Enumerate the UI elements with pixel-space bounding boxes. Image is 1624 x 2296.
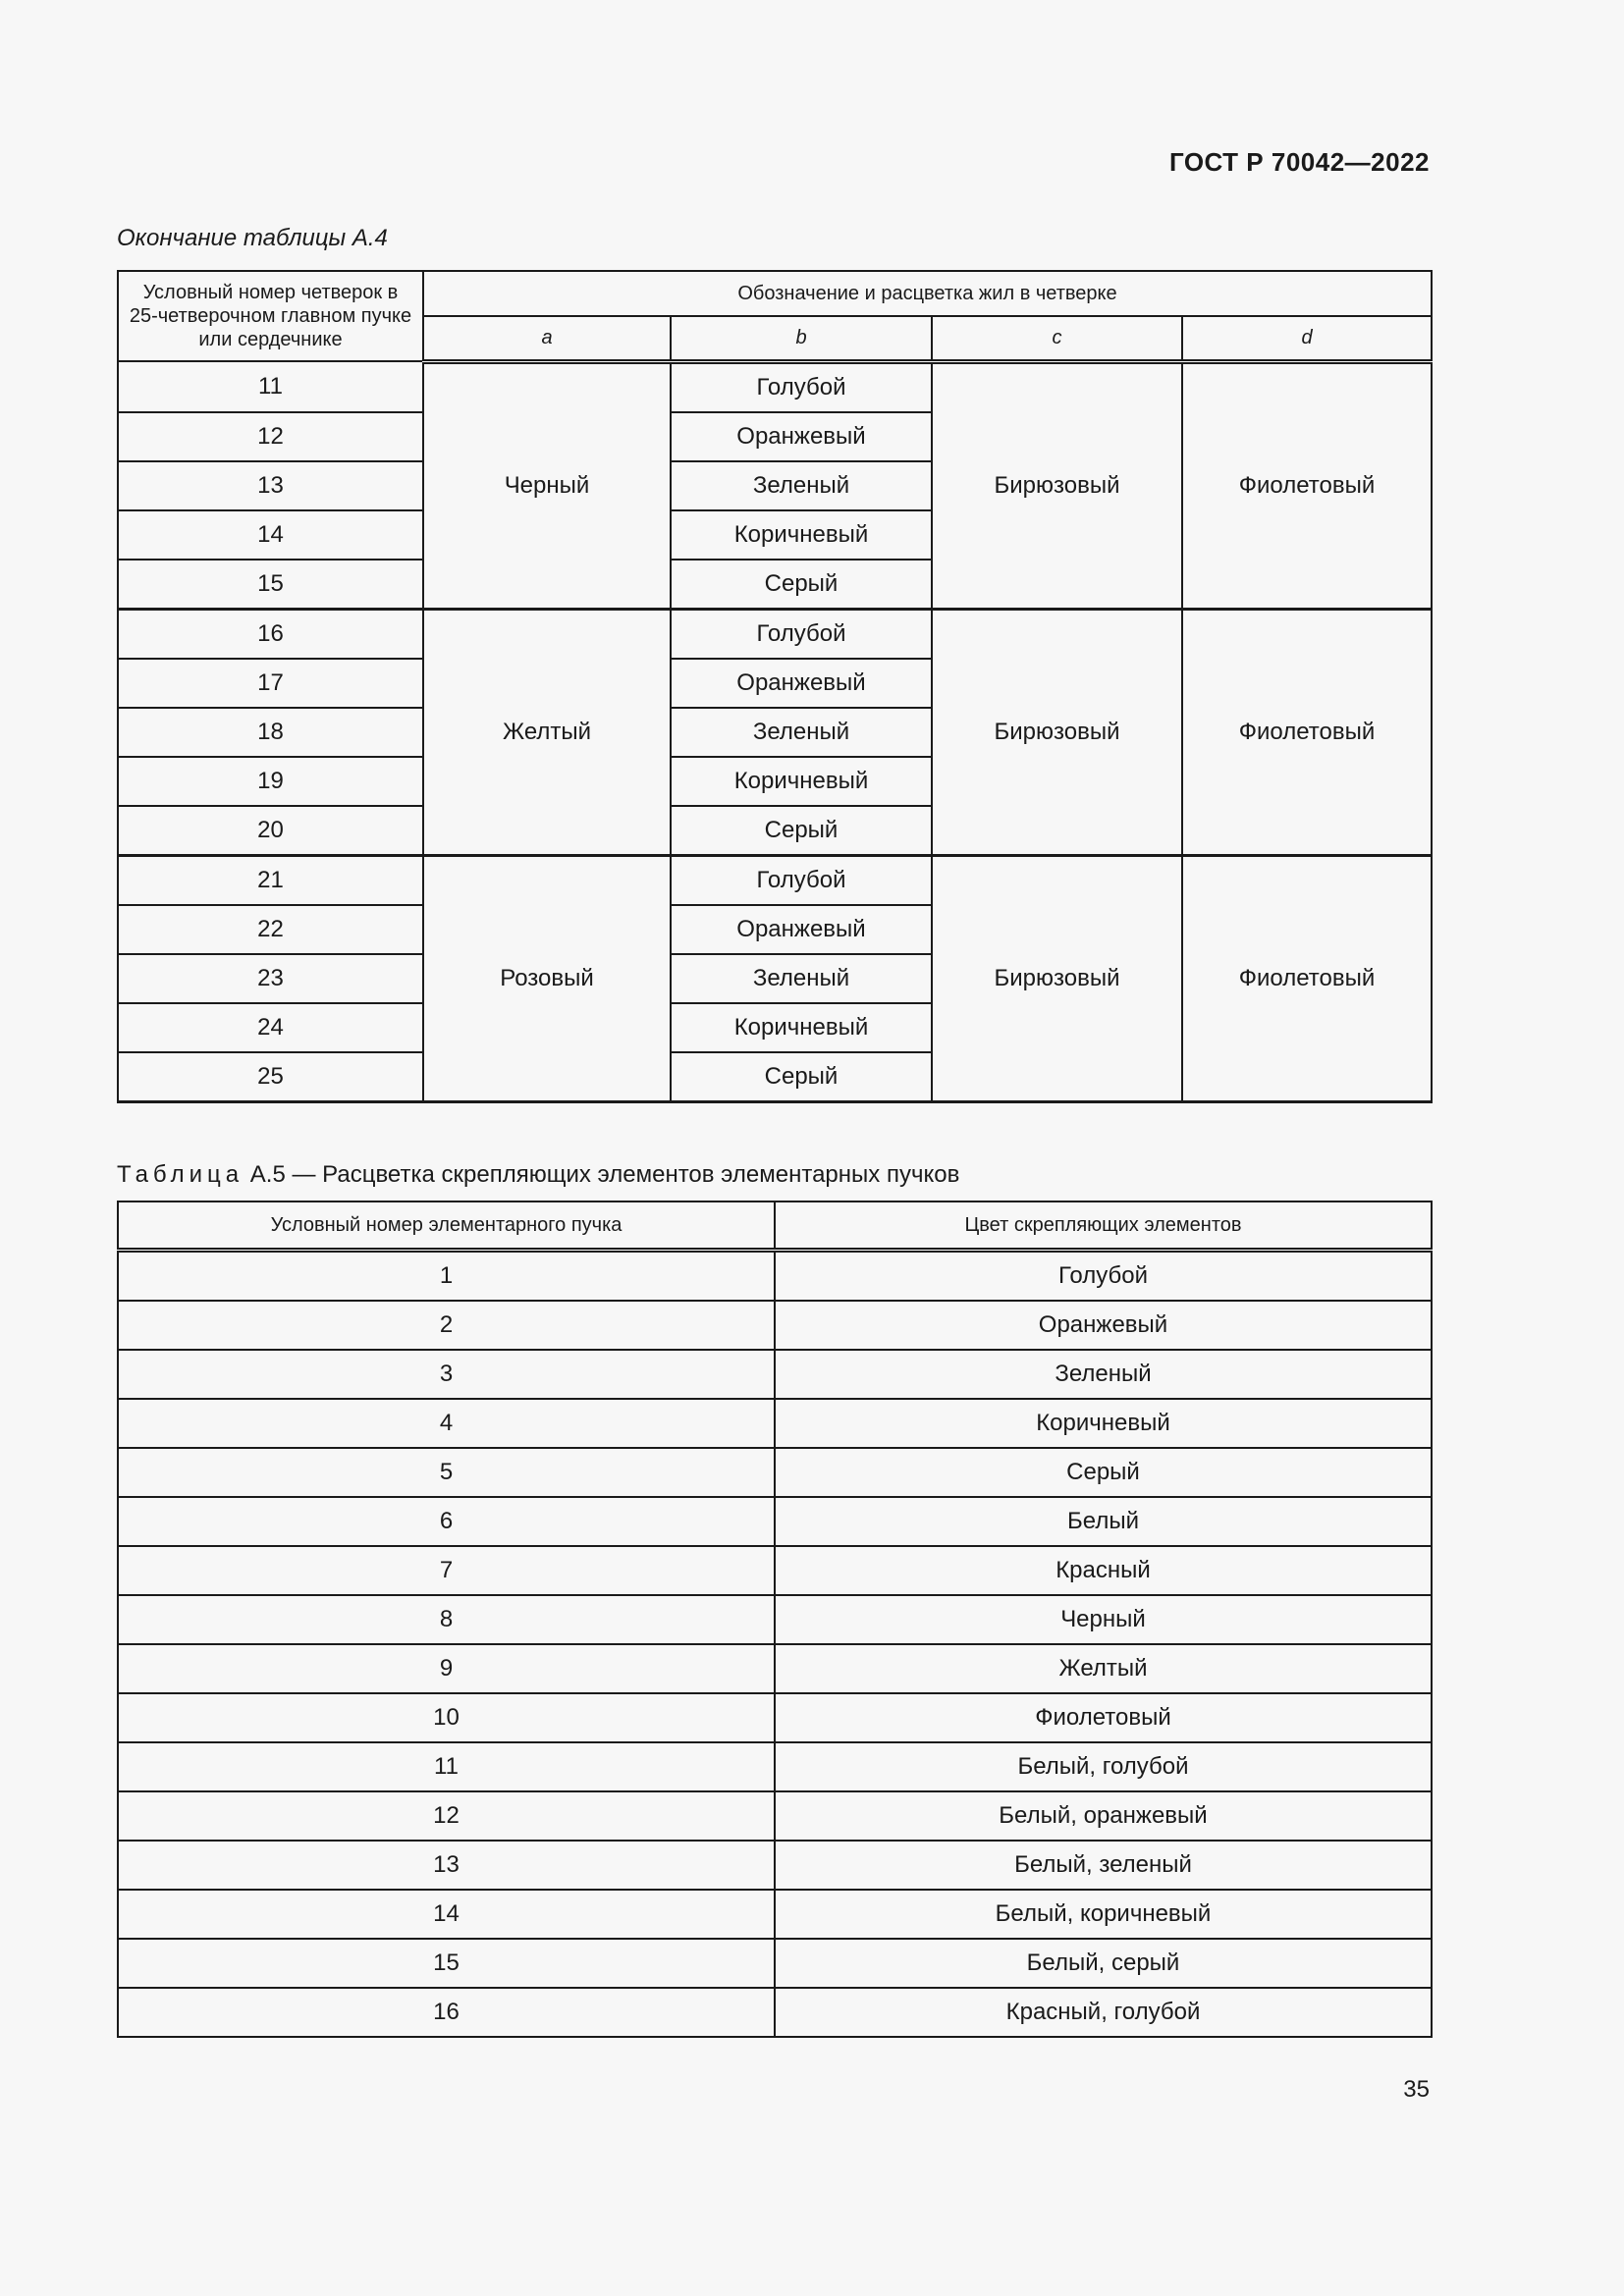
- bundle-number-cell: 2: [118, 1301, 775, 1350]
- table-row: [118, 1448, 1432, 1497]
- color-c-cell: Бирюзовый: [932, 361, 1182, 609]
- table-row: [118, 1890, 1432, 1939]
- bundle-number-cell: 12: [118, 1791, 775, 1841]
- binder-color-cell: Белый: [775, 1497, 1432, 1546]
- color-b-cell: Зеленый: [671, 708, 932, 757]
- table-row: [118, 1693, 1432, 1742]
- binder-color-cell: Белый, голубой: [775, 1742, 1432, 1791]
- quad-number-cell: 25: [118, 1052, 423, 1102]
- table-a4-subhead-c: c: [932, 316, 1182, 361]
- color-b-cell: Серый: [671, 560, 932, 610]
- quad-number-cell: 21: [118, 855, 423, 905]
- table-a5-head-number: Условный номер элементарного пучка: [118, 1201, 775, 1251]
- color-b-cell: Оранжевый: [671, 412, 932, 461]
- bundle-number-cell: 7: [118, 1546, 775, 1595]
- binder-color-cell: Серый: [775, 1448, 1432, 1497]
- bundle-number-cell: 5: [118, 1448, 775, 1497]
- bundle-number-cell: 3: [118, 1350, 775, 1399]
- table-row: [118, 1497, 1432, 1546]
- binder-color-cell: Красный, голубой: [775, 1988, 1432, 2037]
- table-row: [118, 1791, 1432, 1841]
- table-a5-caption-text: А.5 — Расцветка скрепляющих элементов элементарных пучков: [249, 1161, 960, 1188]
- table-row: [118, 1644, 1432, 1693]
- table-a5-head-color: Цвет скрепляющих элементов: [775, 1201, 1432, 1251]
- bundle-number-cell: 16: [118, 1988, 775, 2037]
- color-b-cell: Серый: [671, 1052, 932, 1102]
- quad-number-cell: 16: [118, 609, 423, 659]
- color-b-cell: Зеленый: [671, 461, 932, 510]
- binder-color-cell: Желтый: [775, 1644, 1432, 1693]
- table-a4: [117, 270, 1433, 1103]
- color-b-cell: Коричневый: [671, 1003, 932, 1052]
- table-row: [118, 1399, 1432, 1448]
- table-row: [118, 1595, 1432, 1644]
- color-d-cell: Фиолетовый: [1182, 361, 1432, 609]
- quad-number-cell: 19: [118, 757, 423, 806]
- bundle-number-cell: 8: [118, 1595, 775, 1644]
- table-a4-head-number: Условный номер четверок в 25-четверочном главном пучке или сердечнике: [118, 271, 423, 361]
- bundle-number-cell: 13: [118, 1841, 775, 1890]
- bundle-number-cell: 15: [118, 1939, 775, 1988]
- table-row: [118, 1939, 1432, 1988]
- table-row: [118, 1251, 1432, 1302]
- document-code: ГОСТ Р 70042—2022: [1168, 147, 1430, 177]
- color-b-cell: Оранжевый: [671, 905, 932, 954]
- color-b-cell: Голубой: [671, 609, 932, 659]
- color-b-cell: Коричневый: [671, 510, 932, 560]
- page-number: 35: [1403, 2076, 1430, 2103]
- table-a5-caption-word: Таблица: [117, 1161, 244, 1188]
- color-b-cell: Голубой: [671, 361, 932, 412]
- color-c-cell: Бирюзовый: [932, 855, 1182, 1101]
- table-a5-body: [118, 1251, 1432, 2038]
- table-a5-caption: [117, 1161, 959, 1189]
- quad-number-cell: 20: [118, 806, 423, 856]
- bundle-number-cell: 1: [118, 1251, 775, 1302]
- color-c-cell: Бирюзовый: [932, 609, 1182, 855]
- color-a-cell: Розовый: [423, 855, 671, 1101]
- table-a4-subhead-d: d: [1182, 316, 1432, 361]
- bundle-number-cell: 14: [118, 1890, 775, 1939]
- table-a4-subhead-b: b: [671, 316, 932, 361]
- quad-number-cell: 11: [118, 361, 423, 412]
- binder-color-cell: Коричневый: [775, 1399, 1432, 1448]
- binder-color-cell: Белый, серый: [775, 1939, 1432, 1988]
- color-a-cell: Черный: [423, 361, 671, 609]
- bundle-number-cell: 10: [118, 1693, 775, 1742]
- binder-color-cell: Белый, коричневый: [775, 1890, 1432, 1939]
- table-a4-subhead-a: a: [423, 316, 671, 361]
- table-row: [118, 855, 1432, 905]
- binder-color-cell: Белый, оранжевый: [775, 1791, 1432, 1841]
- quad-number-cell: 13: [118, 461, 423, 510]
- table-row: [118, 1350, 1432, 1399]
- table-row: [118, 609, 1432, 659]
- quad-number-cell: 14: [118, 510, 423, 560]
- binder-color-cell: Белый, зеленый: [775, 1841, 1432, 1890]
- table-row: [118, 1988, 1432, 2037]
- table-row: [118, 1301, 1432, 1350]
- table-a4-body: [118, 361, 1432, 1101]
- color-a-cell: Желтый: [423, 609, 671, 855]
- bundle-number-cell: 11: [118, 1742, 775, 1791]
- binder-color-cell: Голубой: [775, 1251, 1432, 1302]
- quad-number-cell: 18: [118, 708, 423, 757]
- bundle-number-cell: 9: [118, 1644, 775, 1693]
- bundle-number-cell: 4: [118, 1399, 775, 1448]
- quad-number-cell: 15: [118, 560, 423, 610]
- color-b-cell: Коричневый: [671, 757, 932, 806]
- color-b-cell: Серый: [671, 806, 932, 856]
- color-d-cell: Фиолетовый: [1182, 855, 1432, 1101]
- bundle-number-cell: 6: [118, 1497, 775, 1546]
- table-row: [118, 361, 1432, 412]
- table-a4-caption: Окончание таблицы А.4: [117, 225, 388, 251]
- color-d-cell: Фиолетовый: [1182, 609, 1432, 855]
- quad-number-cell: 23: [118, 954, 423, 1003]
- table-row: [118, 1841, 1432, 1890]
- quad-number-cell: 17: [118, 659, 423, 708]
- color-b-cell: Голубой: [671, 855, 932, 905]
- binder-color-cell: Оранжевый: [775, 1301, 1432, 1350]
- quad-number-cell: 24: [118, 1003, 423, 1052]
- color-b-cell: Оранжевый: [671, 659, 932, 708]
- binder-color-cell: Черный: [775, 1595, 1432, 1644]
- table-row: [118, 1742, 1432, 1791]
- binder-color-cell: Фиолетовый: [775, 1693, 1432, 1742]
- quad-number-cell: 12: [118, 412, 423, 461]
- table-a4-head-group: Обозначение и расцветка жил в четверке: [423, 271, 1432, 316]
- color-b-cell: Зеленый: [671, 954, 932, 1003]
- binder-color-cell: Красный: [775, 1546, 1432, 1595]
- quad-number-cell: 22: [118, 905, 423, 954]
- table-row: [118, 1546, 1432, 1595]
- table-a5: [117, 1201, 1433, 2038]
- binder-color-cell: Зеленый: [775, 1350, 1432, 1399]
